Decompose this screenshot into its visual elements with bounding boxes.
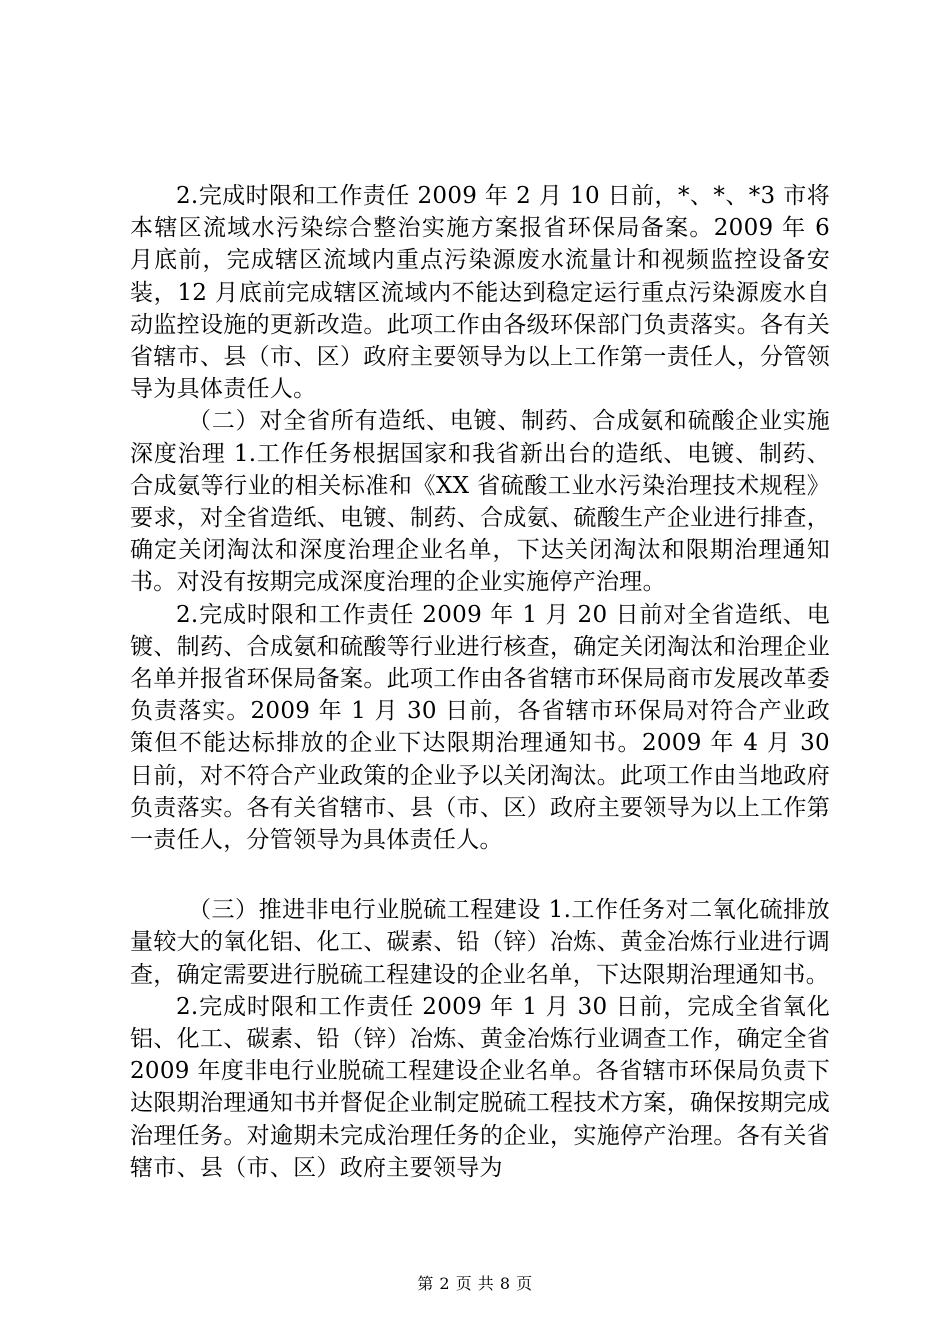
page-footer: 第 2 页 共 8 页 xyxy=(417,1274,533,1293)
document-body xyxy=(130,180,830,1184)
paragraph-deadline-1: 2.完成时限和工作责任 2009 年 2 月 10 日前，*、*、*3 市将本辖区流域水污染综合整治实施方案报省环保局备案。2009 年 6 月底前，完成辖区流域内重点污染源废水流量计和视频监控设备安装，12 月底前完成辖区流域内不能达到稳定运行重点污染源废水自动监控设施的更新改造。此项工作由各级环保部门负责落实。各有关省辖市、县（市、区）政府主要领导为以上工作第一责任人，分管领导为具体责任人。 xyxy=(130,183,830,403)
paragraph-section-3: （三）推进非电行业脱硫工程建设 1.工作任务对二氧化硫排放量较大的氧化铝、化工、碳素、铅（锌）冶炼、黄金冶炼行业进行调查，确定需要进行脱硫工程建设的企业名单，下达限期治理通知书。 xyxy=(130,897,830,988)
paragraph-deadline-2: 2.完成时限和工作责任 2009 年 1 月 20 日前对全省造纸、电镀、制药、合成氨和硫酸等行业进行核查，确定关闭淘汰和治理企业名单并报省环保局备案。此项工作由各省辖市环保局商市发展改革委负责落实。2009 年 1 月 30 日前，各省辖市环保局对符合产业政策但不能达标排放的企业下达限期治理通知书。2009 年 4 月 30 日前，对不符合产业政策的企业予以关闭淘汰。此项工作由当地政府负责落实。各有关省辖市、县（市、区）政府主要领导为以上工作第一责任人，分管领导为具体责任人。 xyxy=(130,601,830,854)
paragraph-deadline-3: 2.完成时限和工作责任 2009 年 1 月 30 日前，完成全省氧化铝、化工、碳素、铅（锌）冶炼、黄金冶炼行业调查工作，确定全省 2009 年度非电行业脱硫工程建设企业名单。各省辖市环保局负责下达限期治理通知书并督促企业制定脱硫工程技术方案，确保按期完成治理任务。对逾期未完成治理任务的企业，实施停产治理。各有关省辖市、县（市、区）政府主要领导为 xyxy=(130,993,830,1181)
paragraph-section-2: （二）对全省所有造纸、电镀、制药、合成氨和硫酸企业实施深度治理 1.工作任务根据国家和我省新出台的造纸、电镀、制药、合成氨等行业的相关标准和《XX 省硫酸工业水污染治理技术规程》要求，对全省造纸、电镀、制药、合成氨、硫酸生产企业进行排查，确定关闭淘汰和深度治理企业名单，下达关闭淘汰和限期治理通知书。对没有按期完成深度治理的企业实施停产治理。 xyxy=(130,408,830,596)
